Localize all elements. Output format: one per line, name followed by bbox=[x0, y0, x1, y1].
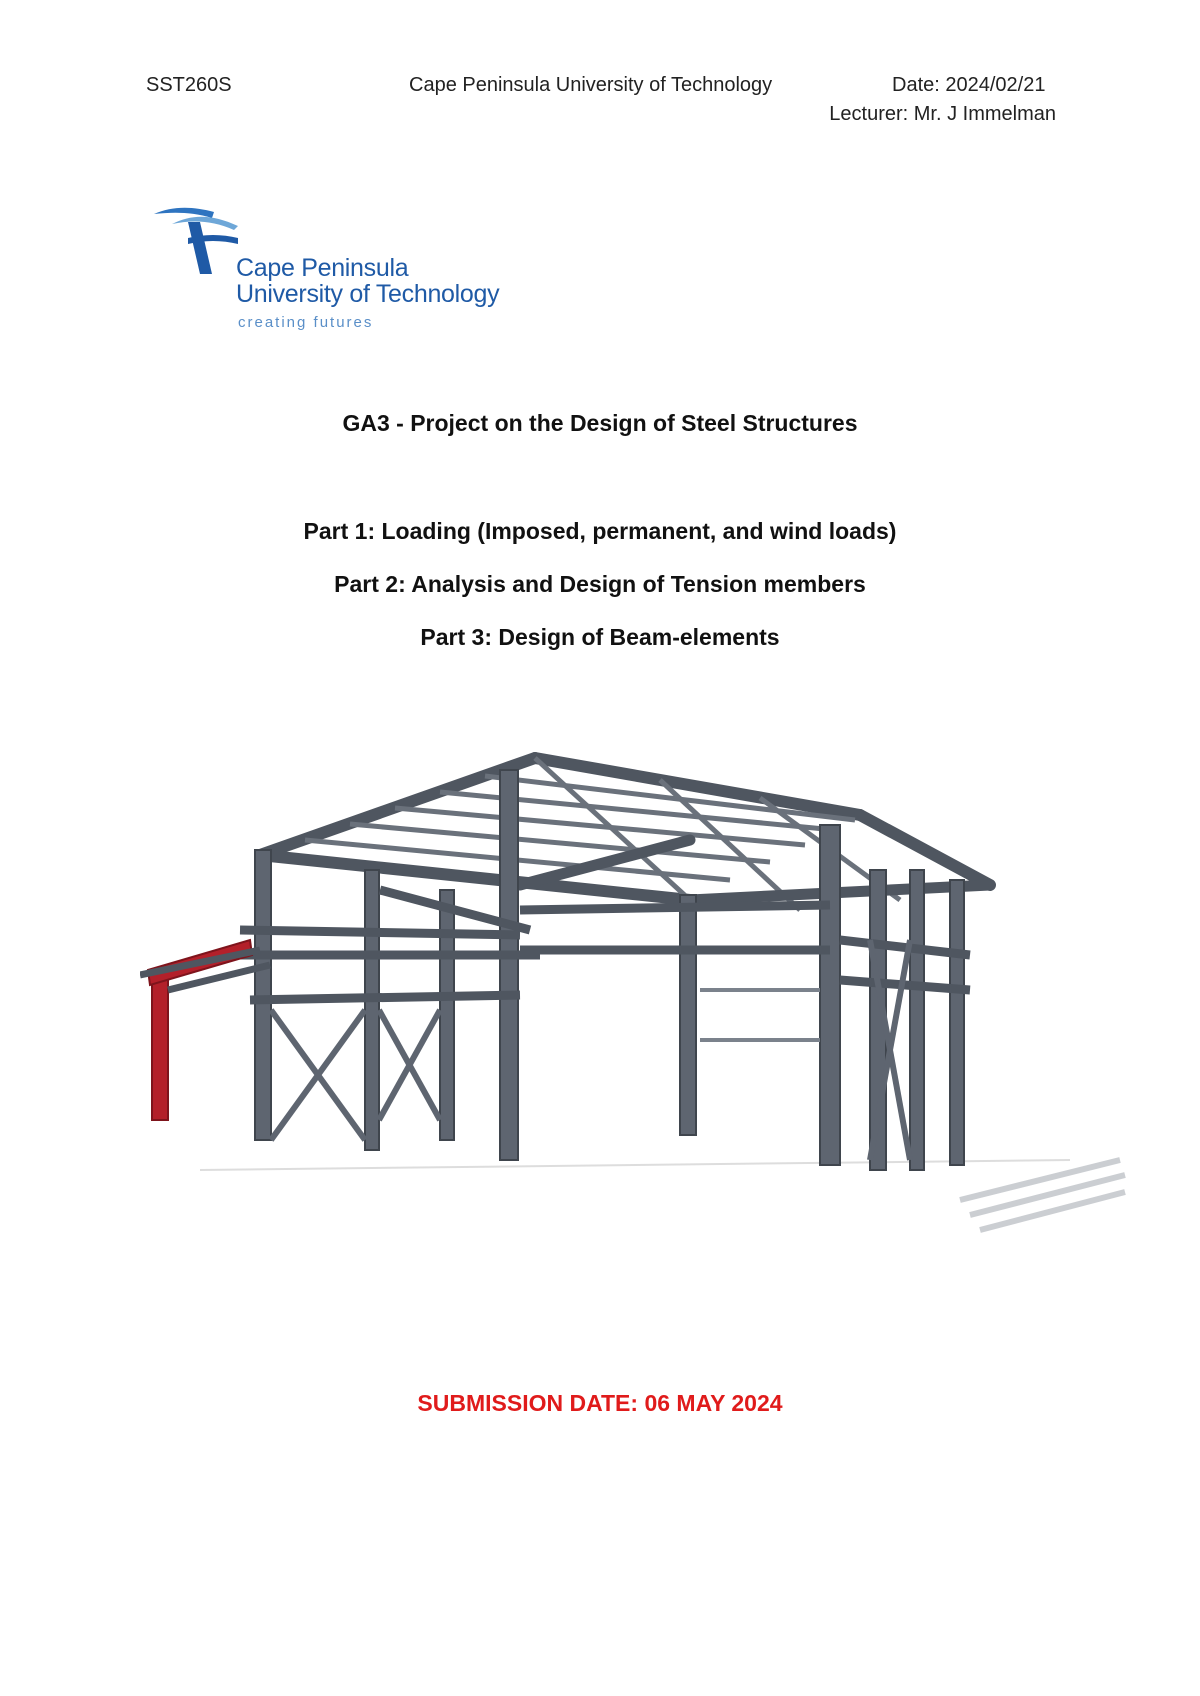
course-code: SST260S bbox=[146, 74, 232, 96]
submission-date: SUBMISSION DATE: 06 MAY 2024 bbox=[417, 1390, 783, 1416]
part-3-heading: Part 3: Design of Beam-elements bbox=[420, 624, 780, 650]
university-name: Cape Peninsula University of Technology bbox=[409, 74, 773, 96]
steel-structure-illustration bbox=[140, 740, 1130, 1260]
university-logo bbox=[152, 204, 500, 334]
lecturer-name: Lecturer: Mr. J Immelman bbox=[829, 103, 1056, 125]
part-2-heading: Part 2: Analysis and Design of Tension members bbox=[334, 571, 866, 597]
project-title: GA3 - Project on the Design of Steel Structures bbox=[342, 410, 858, 436]
part-1-heading: Part 1: Loading (Imposed, permanent, and wind loads) bbox=[303, 518, 897, 544]
logo-line-1: Cape Peninsula bbox=[236, 254, 409, 282]
logo-tagline: creating futures bbox=[238, 314, 374, 331]
logo-line-2: University of Technology bbox=[236, 280, 500, 308]
document-date: Date: 2024/02/21 bbox=[892, 74, 1046, 96]
